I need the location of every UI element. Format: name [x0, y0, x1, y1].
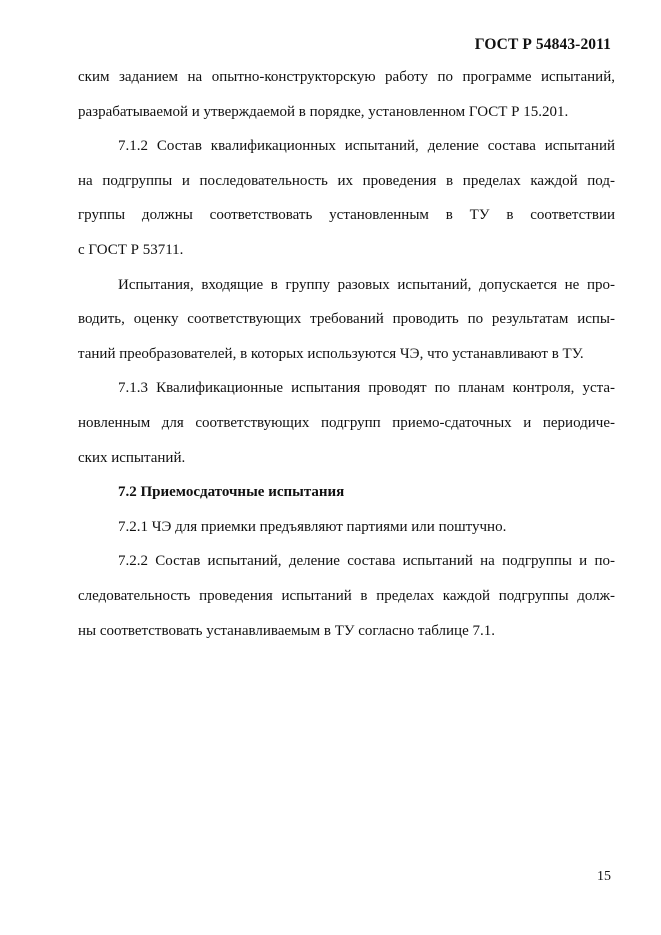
- text-line: группы должны соответствовать установленным в ТУ в соответствии: [78, 207, 615, 224]
- text-line: новленным для соответствующих подгрупп приемо-сдаточных и периодиче-: [78, 414, 615, 431]
- paragraph-continuation: [78, 60, 615, 129]
- text-line: разрабатываемой и утверждаемой в порядке, установленном ГОСТ Р 15.201.: [78, 103, 569, 120]
- paragraph-7-1-3: [78, 371, 615, 475]
- text-line: 7.1.3 Квалификационные испытания проводят по планам контроля, уста-: [118, 380, 615, 397]
- paragraph-7-2-2: [78, 544, 615, 648]
- text-line: 7.2.2 Состав испытаний, деление состава испытаний на подгруппы и по-: [118, 553, 615, 570]
- paragraph-7-2-1: [78, 510, 615, 545]
- text-line: 7.1.2 Состав квалификационных испытаний, деление состава испытаний: [118, 138, 615, 155]
- page-number: 15: [597, 869, 611, 884]
- text-line: водить, оценку соответствующих требований проводить по результатам испы-: [78, 311, 615, 328]
- text-line: с ГОСТ Р 53711.: [78, 241, 184, 258]
- text-line: ны соответствовать устанавливаемым в ТУ согласно таблице 7.1.: [78, 622, 495, 639]
- text-line: таний преобразователей, в которых используются ЧЭ, что устанавливают в ТУ.: [78, 345, 584, 362]
- text-line: следовательность проведения испытаний в пределах каждой подгруппы долж-: [78, 587, 615, 604]
- text-line: Испытания, входящие в группу разовых испытаний, допускается не про-: [118, 276, 615, 293]
- text-line: ским заданием на опытно-конструкторскую работу по программе испытаний,: [78, 69, 615, 85]
- text-line: на подгруппы и последовательность их проведения в пределах каждой под-: [78, 172, 615, 189]
- document-body: [78, 60, 615, 648]
- text-line: 7.2.1 ЧЭ для приемки предъявляют партиями или поштучно.: [118, 518, 507, 535]
- paragraph-7-1-2: [78, 129, 615, 267]
- standard-header: ГОСТ Р 54843-2011: [474, 36, 611, 53]
- text-line: ских испытаний.: [78, 449, 186, 466]
- section-title-7-2: 7.2 Приемосдаточные испытания: [118, 484, 345, 501]
- paragraph-single-tests: [78, 268, 615, 372]
